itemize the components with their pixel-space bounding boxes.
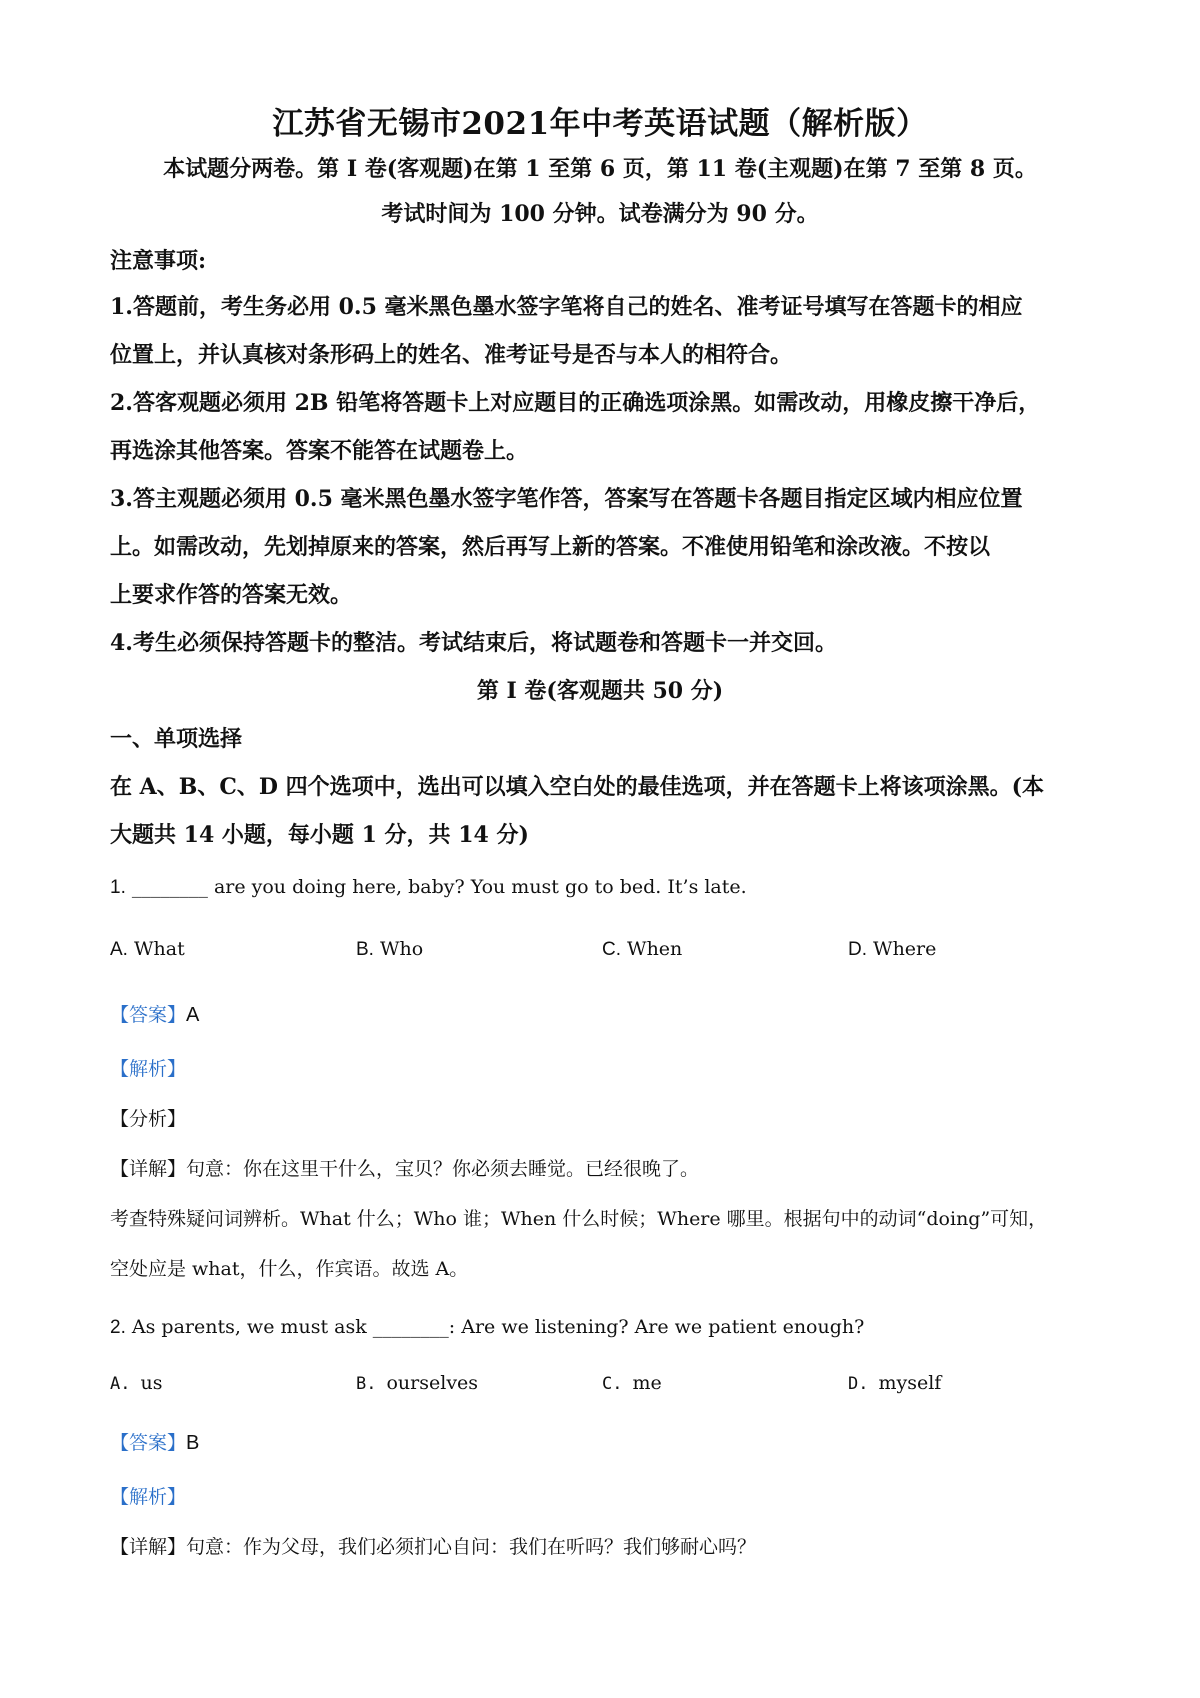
notice-item-2-line-2: 再选涂其他答案。答案不能答在试题卷上。 [110, 438, 529, 464]
question-1-fenxi-tag: 【分析】 [110, 1108, 187, 1130]
question-1-answer [110, 1000, 1100, 1027]
part-1-heading: 第 I 卷(客观题共 50 分) [476, 678, 724, 704]
notice-item-2-line-1: 2.答客观题必须用 2B 铅笔将答题卡上对应题目的正确选项涂黑。如需改动，用橡皮擦干净后， [110, 390, 1041, 416]
question-2-analysis-tag: 【解析】 [110, 1486, 187, 1508]
section-instruction-line-2: 大题共 14 小题，每小题 1 分，共 14 分) [110, 822, 529, 848]
detail-tag: 【详解】 [110, 1536, 187, 1558]
notice-item-4: 4.考生必须保持答题卡的整洁。考试结束后，将试题卷和答题卡一并交回。 [110, 630, 837, 656]
notice-item-3-line-1: 3.答主观题必须用 0.5 毫米黑色墨水签字笔作答，答案写在答题卡各题目指定区域内相应位置 [110, 486, 1023, 512]
notice-item-3-line-3: 上要求作答的答案无效。 [110, 582, 353, 608]
question-2 [110, 1316, 1100, 1339]
answer-tag: 【答案】 [110, 1004, 187, 1026]
notice-item-3-line-2: 上。如需改动，先划掉原来的答案，然后再写上新的答案。不准使用铅笔和涂改液。不按以 [110, 534, 991, 560]
question-1-number: 1. [110, 877, 126, 898]
notice-item-1-line-1: 1.答题前，考生务必用 0.5 毫米黑色墨水签字笔将自己的姓名、准考证号填写在答题卡的相应 [110, 294, 1023, 320]
question-1-detail [110, 1154, 1100, 1181]
page-title: 江苏省无锡市2021年中考英语试题（解析版） [272, 106, 928, 142]
question-2-option-a: A. us [110, 1372, 163, 1394]
question-1-explanation-line-1: 考查特殊疑问词辨析。What 什么；Who 谁；When 什么时候；Where 哪里。根据句中的动词“doing”可知， [110, 1208, 1048, 1230]
answer-value: B [186, 1432, 200, 1454]
exam-structure-note: 本试题分两卷。第 I 卷(客观题)在第 1 至第 6 页，第 11 卷(主观题)在第 7 至第 8 页。 [163, 156, 1037, 182]
question-2-option-d: D. myself [848, 1372, 942, 1394]
question-2-text: As parents, we must ask ________: Are we listening? Are we patient enough? [125, 1316, 865, 1338]
section-heading: 一、单项选择 [110, 726, 243, 752]
question-1-analysis-tag: 【解析】 [110, 1058, 187, 1080]
detail-tag: 【详解】 [110, 1158, 187, 1180]
question-1-text: ________ are you doing here, baby? You must go to bed. It’s late. [125, 876, 747, 898]
question-2-number: 2. [110, 1317, 126, 1338]
question-1 [110, 876, 1100, 899]
section-instruction-line-1: 在 A、B、C、D 四个选项中，选出可以填入空白处的最佳选项，并在答题卡上将该项涂黑。(本 [110, 774, 1044, 800]
exam-time-note: 考试时间为 100 分钟。试卷满分为 90 分。 [381, 201, 819, 227]
answer-tag: 【答案】 [110, 1432, 187, 1454]
notice-heading: 注意事项: [110, 248, 207, 274]
question-2-option-b: B. ourselves [356, 1372, 479, 1394]
question-1-option-b: B. Who [356, 938, 424, 960]
question-2-option-c: C. me [602, 1372, 662, 1394]
detail-text: 句意：你在这里干什么，宝贝？你必须去睡觉。已经很晚了。 [186, 1158, 700, 1180]
question-1-explanation-line-2: 空处应是 what，什么，作宾语。故选 A。 [110, 1258, 469, 1280]
answer-value: A [186, 1004, 200, 1026]
question-1-option-a: A. What [110, 938, 185, 960]
question-1-option-c: C. When [602, 938, 683, 960]
question-2-answer [110, 1428, 1100, 1455]
question-1-option-d: D. Where [848, 938, 937, 960]
notice-item-1-line-2: 位置上，并认真核对条形码上的姓名、准考证号是否与本人的相符合。 [110, 342, 793, 368]
detail-text: 句意：作为父母，我们必须扪心自问：我们在听吗？我们够耐心吗？ [186, 1536, 757, 1558]
question-2-detail [110, 1532, 1100, 1559]
